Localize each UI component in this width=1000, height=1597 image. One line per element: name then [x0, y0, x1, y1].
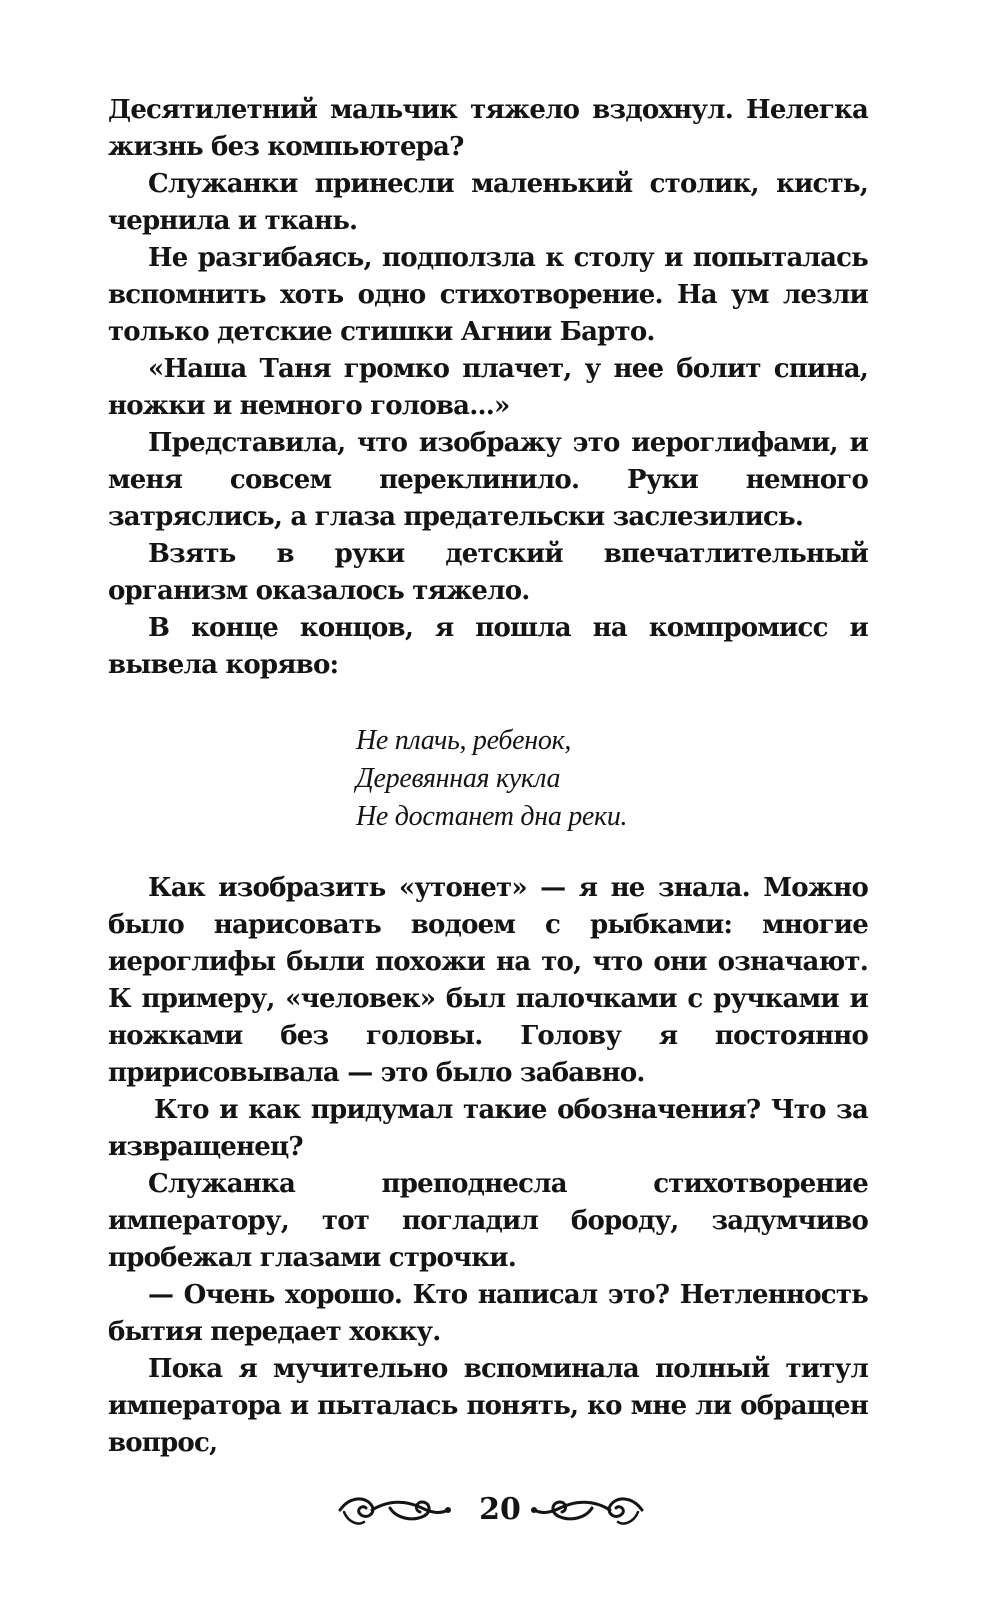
text-block-top [108, 92, 868, 684]
text-block-bottom [108, 870, 868, 1462]
paragraph: Как изобразить «утонет» — я не знала. Можно было нарисовать водоем с рыбками: многие иероглифы были похожи на то, что они означают. К примеру, «человек» был палочками с ручками и ножками без головы. Голову я постоянно пририсовывала — это было забавно. [108, 873, 868, 1088]
paragraph: В конце концов, я пошла на компромисс и вывела коряво: [108, 613, 868, 680]
paragraph: Служанки принесли маленький столик, кисть, чернила и ткань. [108, 169, 868, 236]
flourish-right-icon [526, 1488, 646, 1532]
paragraph: Кто и как придумал такие обозначения? Что за извращенец? [108, 1095, 868, 1162]
haiku-poem [356, 722, 627, 836]
poem-line: Деревянная кукла [356, 763, 561, 794]
page-footer [0, 1480, 1000, 1540]
paragraph: Представила, что изображу это иероглифами, и меня совсем переклинило. Руки немного затряслись, а глаза предательски заслезились. [108, 428, 868, 532]
poem-line: Не достанет дна реки. [356, 801, 628, 832]
paragraph: Не разгибаясь, подползла к столу и попыталась вспомнить хоть одно стихотворение. На ум лезли только детские стишки Агнии Барто. [108, 243, 868, 347]
paragraph: Пока я мучительно вспоминала полный титул императора и пыталась понять, ко мне ли обращен вопрос, [108, 1354, 868, 1458]
paragraph: Служанка преподнесла стихотворение императору, тот погладил бороду, задумчиво пробежал глазами строчки. [108, 1169, 868, 1273]
flourish-left-icon [336, 1488, 456, 1532]
page-number: 20 [479, 1492, 521, 1527]
poem-line: Не плачь, ребенок, [356, 725, 572, 756]
paragraph: Десятилетний мальчик тяжело вздохнул. Нелегка жизнь без компьютера? [108, 95, 868, 162]
paragraph: Взять в руки детский впечатлительный организм оказалось тяжело. [108, 539, 868, 606]
paragraph: — Очень хорошо. Кто написал это? Нетленность бытия передает хокку. [108, 1280, 868, 1347]
paragraph: «Наша Таня громко плачет, у нее болит спина, ножки и немного голова...» [108, 354, 868, 421]
